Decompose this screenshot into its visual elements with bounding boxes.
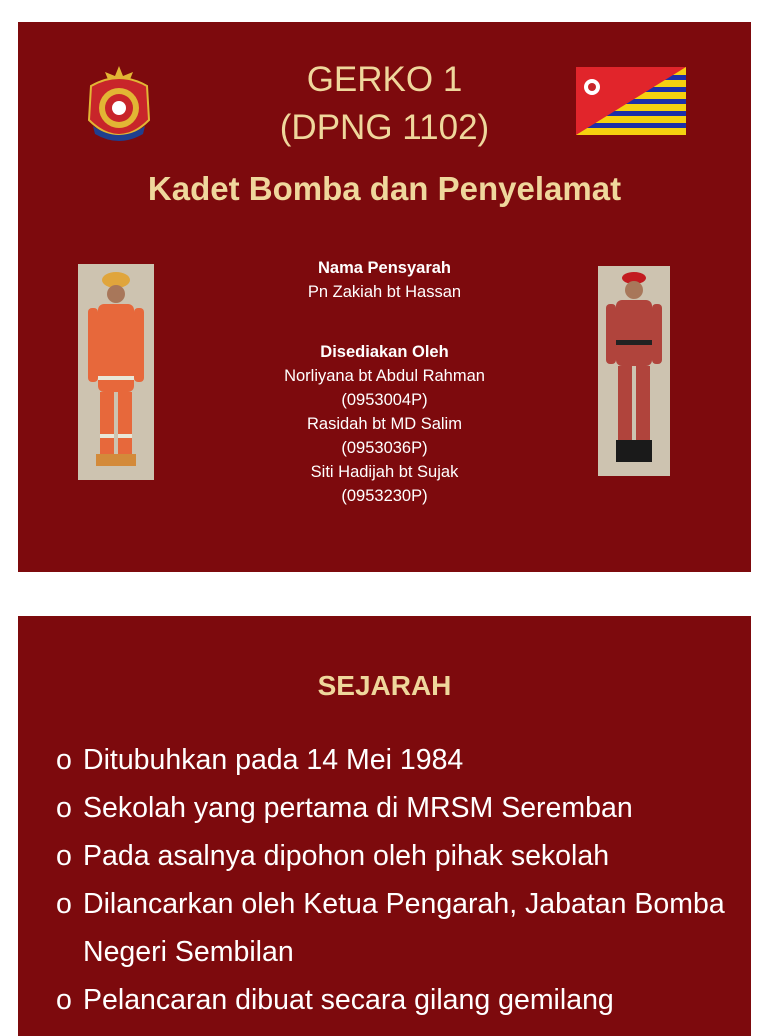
lecturer-heading: Nama Pensyarah [318,259,451,277]
history-heading: SEJARAH [317,670,452,701]
list-item [56,784,736,832]
bullet-marker: o [56,888,72,920]
cadet-uniform-photo [598,266,670,476]
bullet-text: Ditubuhkan pada 14 Mei 1984 [83,744,464,776]
student-id: (0953036P) [341,439,428,457]
course-code-subtitle: (DPNG 1102) [279,108,490,147]
bullet-text: Pada asalnya dipohon oleh pihak sekolah [83,840,610,872]
negeri-sembilan-flag [576,67,686,135]
history-slide [18,616,751,1036]
list-item [56,976,736,1024]
course-code-title: GERKO 1 [306,60,463,99]
firefighter-uniform-photo [78,264,154,480]
student-name: Norliyana bt Abdul Rahman [284,367,485,385]
student-id: (0953230P) [341,487,428,505]
bullet-text: Sekolah yang pertama di MRSM Seremban [83,792,633,824]
firefighter-figure-icon [78,264,154,480]
prepared-by-heading: Disediakan Oleh [320,343,449,361]
prepared-by-block [198,340,571,508]
bullet-marker: o [56,984,72,1016]
title-slide [18,22,751,572]
cadet-figure-icon [598,266,670,476]
bullet-marker: o [56,792,72,824]
student-name: Rasidah bt MD Salim [307,415,462,433]
bullet-text: Dilancarkan oleh Ketua Pengarah, Jabatan Bomba Negeri Sembilan [83,888,725,968]
lecturer-block [198,256,571,304]
slide-main-title: Kadet Bomba dan Penyelamat [147,170,622,207]
bullet-marker: o [56,744,72,776]
student-name: Siti Hadijah bt Sujak [310,463,459,481]
history-bullet-list [56,736,736,1024]
lecturer-name: Pn Zakiah bt Hassan [307,283,462,301]
list-item [56,736,736,784]
list-item [56,832,736,880]
bullet-text: Pelancaran dibuat secara gilang gemilang [83,984,614,1016]
list-item [56,880,736,976]
student-id: (0953004P) [341,391,428,409]
bullet-marker: o [56,840,72,872]
